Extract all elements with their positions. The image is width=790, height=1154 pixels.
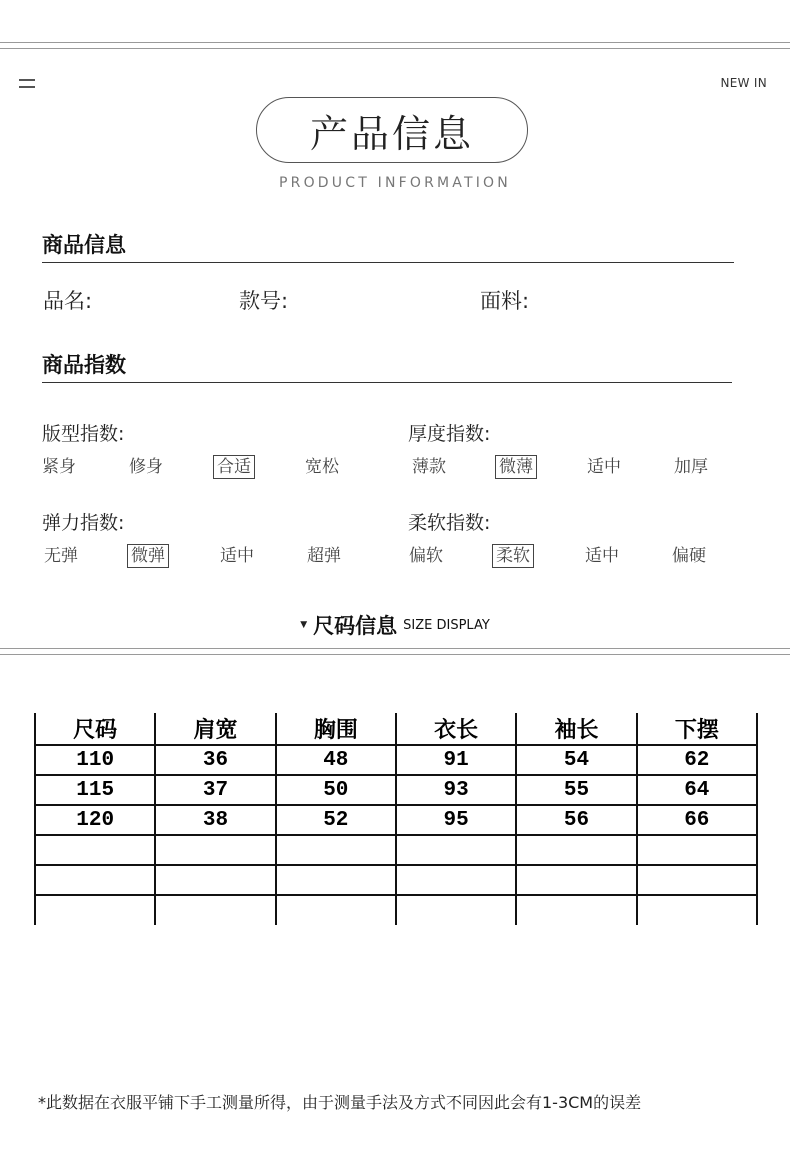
fit-option: 修身 — [129, 457, 163, 477]
table-cell — [276, 865, 396, 895]
table-cell — [396, 865, 516, 895]
elasticity-index-label: 弹力指数: — [42, 512, 125, 534]
table-cell — [35, 895, 155, 925]
table-cell — [516, 895, 636, 925]
table-cell: 52 — [276, 805, 396, 835]
table-cell: 56 — [516, 805, 636, 835]
column-header: 尺码 — [35, 713, 155, 745]
table-cell: 48 — [276, 745, 396, 775]
table-cell: 62 — [637, 745, 757, 775]
table-cell — [35, 835, 155, 865]
table-cell: 55 — [516, 775, 636, 805]
table-cell: 115 — [35, 775, 155, 805]
thickness-option-selected: 微薄 — [495, 455, 537, 479]
size-heading-en: SIZE DISPLAY — [403, 617, 490, 633]
table-cell — [396, 895, 516, 925]
size-table — [34, 713, 758, 925]
column-header: 下摆 — [637, 713, 757, 745]
product-info-heading: 商品信息 — [42, 233, 126, 257]
size-section-heading — [0, 610, 790, 640]
empty-table-row — [35, 835, 757, 865]
triangle-down-icon: ▼ — [300, 620, 308, 630]
table-cell — [276, 895, 396, 925]
table-cell — [637, 835, 757, 865]
elasticity-option: 适中 — [220, 546, 254, 566]
table-cell — [155, 835, 275, 865]
table-cell — [276, 835, 396, 865]
fit-option: 宽松 — [305, 457, 339, 477]
size-table-header-row — [35, 713, 757, 745]
column-header: 胸围 — [276, 713, 396, 745]
page-subtitle: PRODUCT INFORMATION — [279, 175, 511, 191]
table-cell — [35, 865, 155, 895]
top-divider — [0, 42, 790, 49]
fabric-label: 面料: — [480, 289, 530, 313]
table-cell — [155, 865, 275, 895]
thickness-index-label: 厚度指数: — [408, 423, 491, 445]
table-cell — [516, 865, 636, 895]
softness-option: 偏软 — [409, 546, 443, 566]
fit-index-label: 版型指数: — [42, 423, 125, 445]
product-info-divider — [42, 262, 734, 263]
table-row — [35, 775, 757, 805]
menu-icon[interactable] — [19, 79, 35, 89]
product-index-divider — [42, 382, 732, 383]
column-header: 袖长 — [516, 713, 636, 745]
column-header: 肩宽 — [155, 713, 275, 745]
empty-table-row — [35, 865, 757, 895]
fit-option-selected: 合适 — [213, 455, 255, 479]
elasticity-option-selected: 微弹 — [127, 544, 169, 568]
table-cell — [516, 835, 636, 865]
table-cell — [396, 835, 516, 865]
table-cell — [637, 865, 757, 895]
softness-option: 偏硬 — [672, 546, 706, 566]
table-row — [35, 745, 757, 775]
table-cell: 91 — [396, 745, 516, 775]
table-cell — [637, 895, 757, 925]
thickness-option: 适中 — [587, 457, 621, 477]
page-title: 产品信息 — [309, 111, 474, 156]
table-cell: 37 — [155, 775, 275, 805]
table-cell — [155, 895, 275, 925]
table-cell: 95 — [396, 805, 516, 835]
table-cell: 50 — [276, 775, 396, 805]
table-cell: 36 — [155, 745, 275, 775]
elasticity-option: 超弹 — [307, 546, 341, 566]
table-cell: 64 — [637, 775, 757, 805]
table-cell: 93 — [396, 775, 516, 805]
table-cell: 54 — [516, 745, 636, 775]
product-index-heading: 商品指数 — [42, 353, 126, 377]
softness-option-selected: 柔软 — [492, 544, 534, 568]
elasticity-option: 无弹 — [44, 546, 78, 566]
table-cell: 66 — [637, 805, 757, 835]
table-row — [35, 805, 757, 835]
thickness-option: 加厚 — [674, 457, 708, 477]
column-header: 衣长 — [396, 713, 516, 745]
fit-option: 紧身 — [42, 457, 76, 477]
thickness-option: 薄款 — [412, 457, 446, 477]
style-number-label: 款号: — [239, 289, 289, 313]
size-divider — [0, 648, 790, 655]
new-in-label: NEW IN — [720, 76, 767, 90]
empty-table-row — [35, 895, 757, 925]
softness-option: 适中 — [585, 546, 619, 566]
product-name-label: 品名: — [43, 289, 93, 313]
size-heading-zh: 尺码信息 — [313, 614, 398, 638]
title-pill — [256, 97, 528, 163]
table-cell: 38 — [155, 805, 275, 835]
softness-index-label: 柔软指数: — [408, 512, 491, 534]
table-cell: 120 — [35, 805, 155, 835]
table-cell: 110 — [35, 745, 155, 775]
measurement-note: *此数据在衣服平铺下手工测量所得，由于测量手法及方式不同因此会有1-3CM的误差 — [38, 1093, 642, 1112]
